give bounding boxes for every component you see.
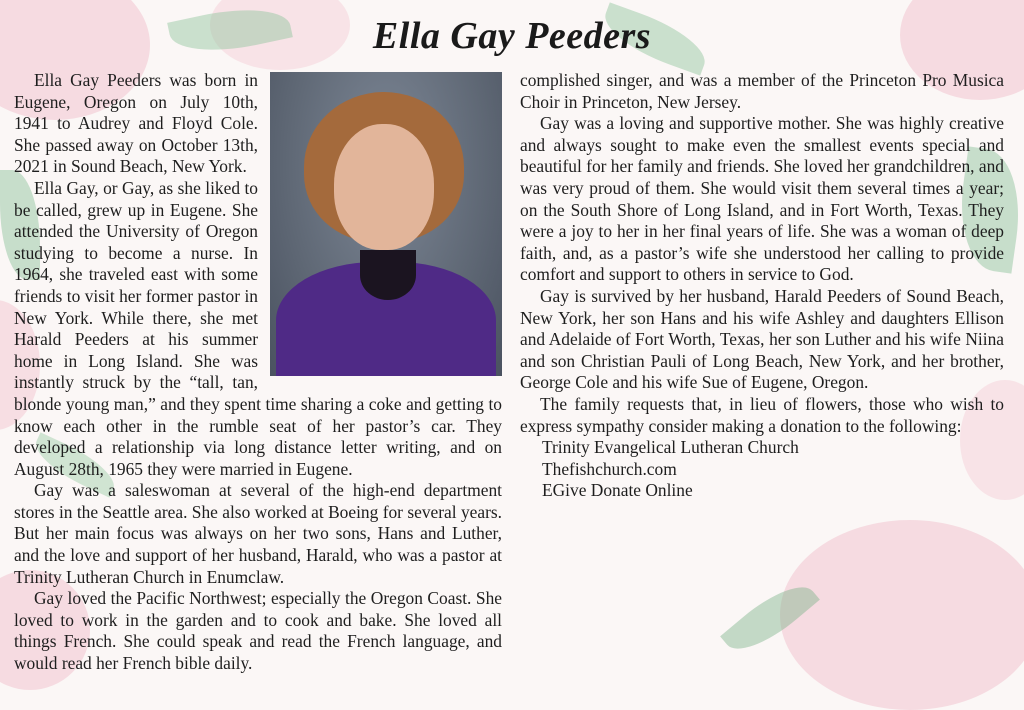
paragraph: Ella Gay, or Gay, as she liked to be called, grew up in Eugene. She attended the University of Oregon studying to become a nurse. In 1964, she traveled east with some friends to visit her former pastor in New York. While there, she met Harald Peeders at his summer home in Long Island. She was instantly struck by the “tall, tan, blonde young man,” and they spent time sharing a coke and getting to know each other in the rumble seat of her pastor’s car. They developed a relationship via long distance letter writing, and on August 28th, 1965 they were married in Eugene. (14, 177, 502, 479)
portrait-photo (270, 72, 502, 376)
left-column (14, 70, 502, 682)
paragraph: Gay loved the Pacific Northwest; especially the Oregon Coast. She loved to work in the garden and to cook and bake. She loved all things French. She could speak and read the French language, and would read her French bible daily. (14, 588, 502, 674)
paragraph: The family requests that, in lieu of flowers, those who wish to express sympathy consider making a donation to the following: (520, 393, 1004, 436)
donation-line: EGive Donate Online (542, 480, 693, 501)
paragraph: Ella Gay Peeders was born in Eugene, Oregon on July 10th, 1941 to Audrey and Floyd Cole. She passed away on October 13th, 2021 in Sound Beach, New York. (14, 70, 258, 177)
right-column (520, 70, 1004, 682)
paragraph: Gay was a loving and supportive mother. She was highly creative and always sought to make even the smallest events special and beautiful for her family and friends. She loved her grandchildren, and was very proud of them. She would visit them several times a year; on the South Shore of Long Island, and in Fort Worth, Texas. They were a joy to her in her final years of life. She was a woman of deep faith, and, as a pastor’s wife she understood her calling to provide comfort and support to others in service to God. (520, 113, 1004, 285)
paragraph: complished singer, and was a member of the Princeton Pro Musica Choir in Princeton, New Jersey. (520, 70, 1004, 112)
donation-line: Thefishchurch.com (542, 458, 677, 479)
obituary-title: Ella Gay Peeders (372, 15, 652, 57)
paragraph: Gay is survived by her husband, Harald Peeders of Sound Beach, New York, her son Hans and his wife Ashley and daughters Ellison and Adelaide of Fort Worth, Texas, her son Luther and his wife Niina and son Christian Pauli of Long Beach, New York, and her brother, George Cole and his wife Sue of Eugene, Oregon. (520, 285, 1004, 393)
donation-line: Trinity Evangelical Lutheran Church (542, 437, 799, 458)
paragraph: Gay was a saleswoman at several of the high-end department stores in the Seattle area. She also worked at Boeing for several years. But her main focus was always on her two sons, Hans and Luther, and the love and support of her husband, Harald, who was a pastor at Trinity Lutheran Church in Enumclaw. (14, 480, 502, 587)
